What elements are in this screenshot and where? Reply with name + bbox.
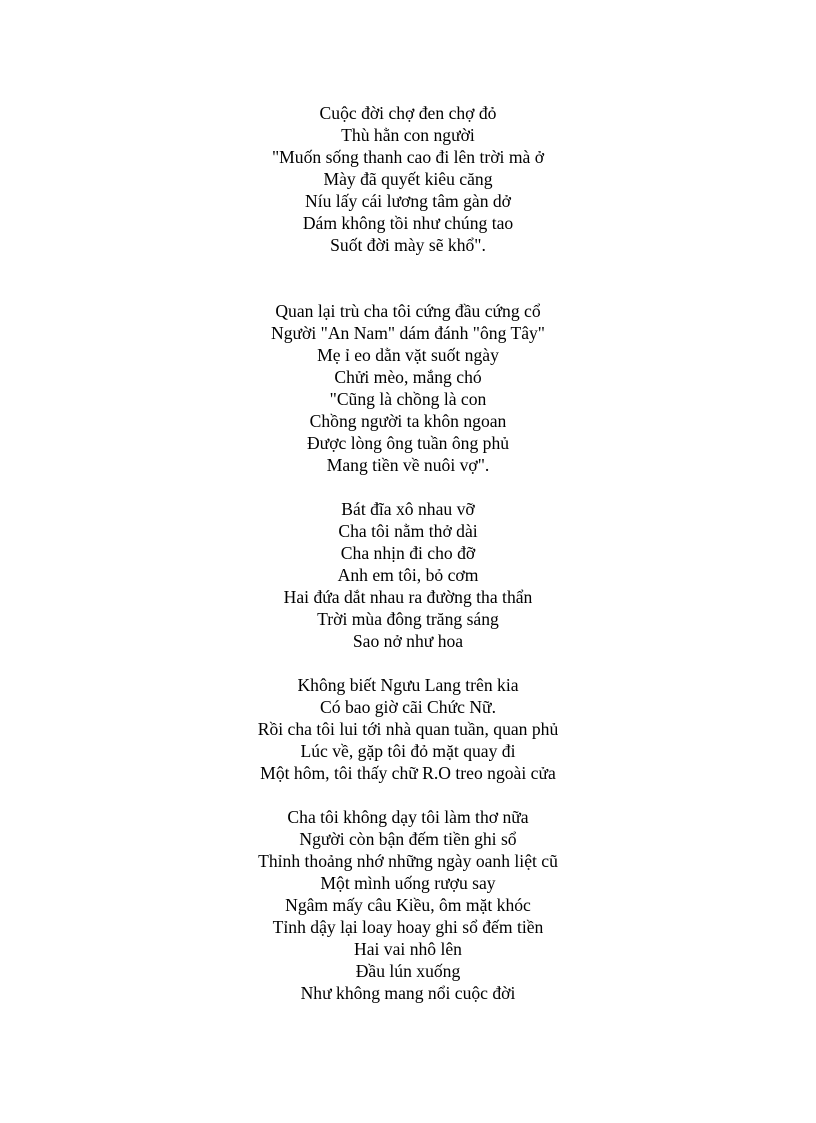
poem-body	[0, 102, 816, 1004]
poem-line: Mang tiền về nuôi vợ".	[326, 455, 490, 475]
poem-line: Người "An Nam" dám đánh "ông Tây"	[271, 323, 545, 343]
poem-line: Quan lại trù cha tôi cứng đầu cứng cổ	[275, 301, 541, 321]
poem-stanza	[0, 102, 816, 256]
poem-stanza	[0, 300, 816, 476]
poem-line: Không biết Ngưu Lang trên kia	[297, 675, 519, 695]
poem-line: Có bao giờ cãi Chức Nữ.	[320, 697, 496, 717]
poem-line: Chồng người ta khôn ngoan	[309, 411, 507, 431]
poem-line: Cha tôi không dạy tôi làm thơ nữa	[287, 807, 529, 827]
poem-stanza	[0, 498, 816, 652]
poem-line: Rồi cha tôi lui tới nhà quan tuần, quan phủ	[257, 719, 559, 739]
poem-line: Sao nở như hoa	[352, 631, 464, 651]
poem-line: Như không mang nổi cuộc đời	[300, 983, 516, 1003]
poem-line: Tỉnh dậy lại loay hoay ghi sổ đếm tiền	[272, 917, 544, 937]
poem-line: Hai đứa dắt nhau ra đường tha thẩn	[283, 587, 533, 607]
poem-line: Bát đĩa xô nhau vỡ	[341, 499, 475, 519]
poem-line: Ngâm mấy câu Kiều, ôm mặt khóc	[285, 895, 531, 915]
poem-line: Hai vai nhô lên	[354, 939, 462, 959]
poem-line: Trời mùa đông trăng sáng	[317, 609, 499, 629]
poem-line: Một hôm, tôi thấy chữ R.O treo ngoài cửa	[260, 763, 556, 783]
poem-line: "Muốn sống thanh cao đi lên trời mà ở	[271, 147, 545, 167]
poem-line: Được lòng ông tuần ông phủ	[306, 433, 510, 453]
poem-line: Đầu lún xuống	[355, 961, 461, 981]
poem-line: Anh em tôi, bỏ cơm	[337, 565, 479, 585]
poem-line: Chửi mèo, mắng chó	[334, 367, 482, 387]
poem-line: Mày đã quyết kiêu căng	[323, 169, 493, 189]
poem-line: Thỉnh thoảng nhớ những ngày oanh liệt cũ	[258, 851, 558, 871]
poem-line: Người còn bận đếm tiền ghi sổ	[299, 829, 517, 849]
poem-stanza	[0, 806, 816, 1004]
poem-line: Một mình uống rượu say	[320, 873, 496, 893]
poem-line: Cuộc đời chợ đen chợ đỏ	[319, 103, 497, 123]
poem-stanza	[0, 674, 816, 784]
poem-page	[0, 102, 816, 1004]
poem-line: Cha nhịn đi cho đỡ	[340, 543, 476, 563]
poem-line: Lúc về, gặp tôi đỏ mặt quay đi	[300, 741, 516, 761]
poem-line: Thù hằn con người	[341, 125, 475, 145]
poem-line: Mẹ ỉ eo dằn vặt suốt ngày	[317, 345, 499, 365]
poem-line: Níu lấy cái lương tâm gàn dở	[305, 191, 511, 211]
poem-line: Dám không tồi như chúng tao	[302, 213, 514, 233]
poem-line: Suốt đời mày sẽ khổ".	[330, 235, 486, 255]
poem-line: "Cũng là chồng là con	[329, 389, 487, 409]
poem-line: Cha tôi nằm thở dài	[338, 521, 478, 541]
